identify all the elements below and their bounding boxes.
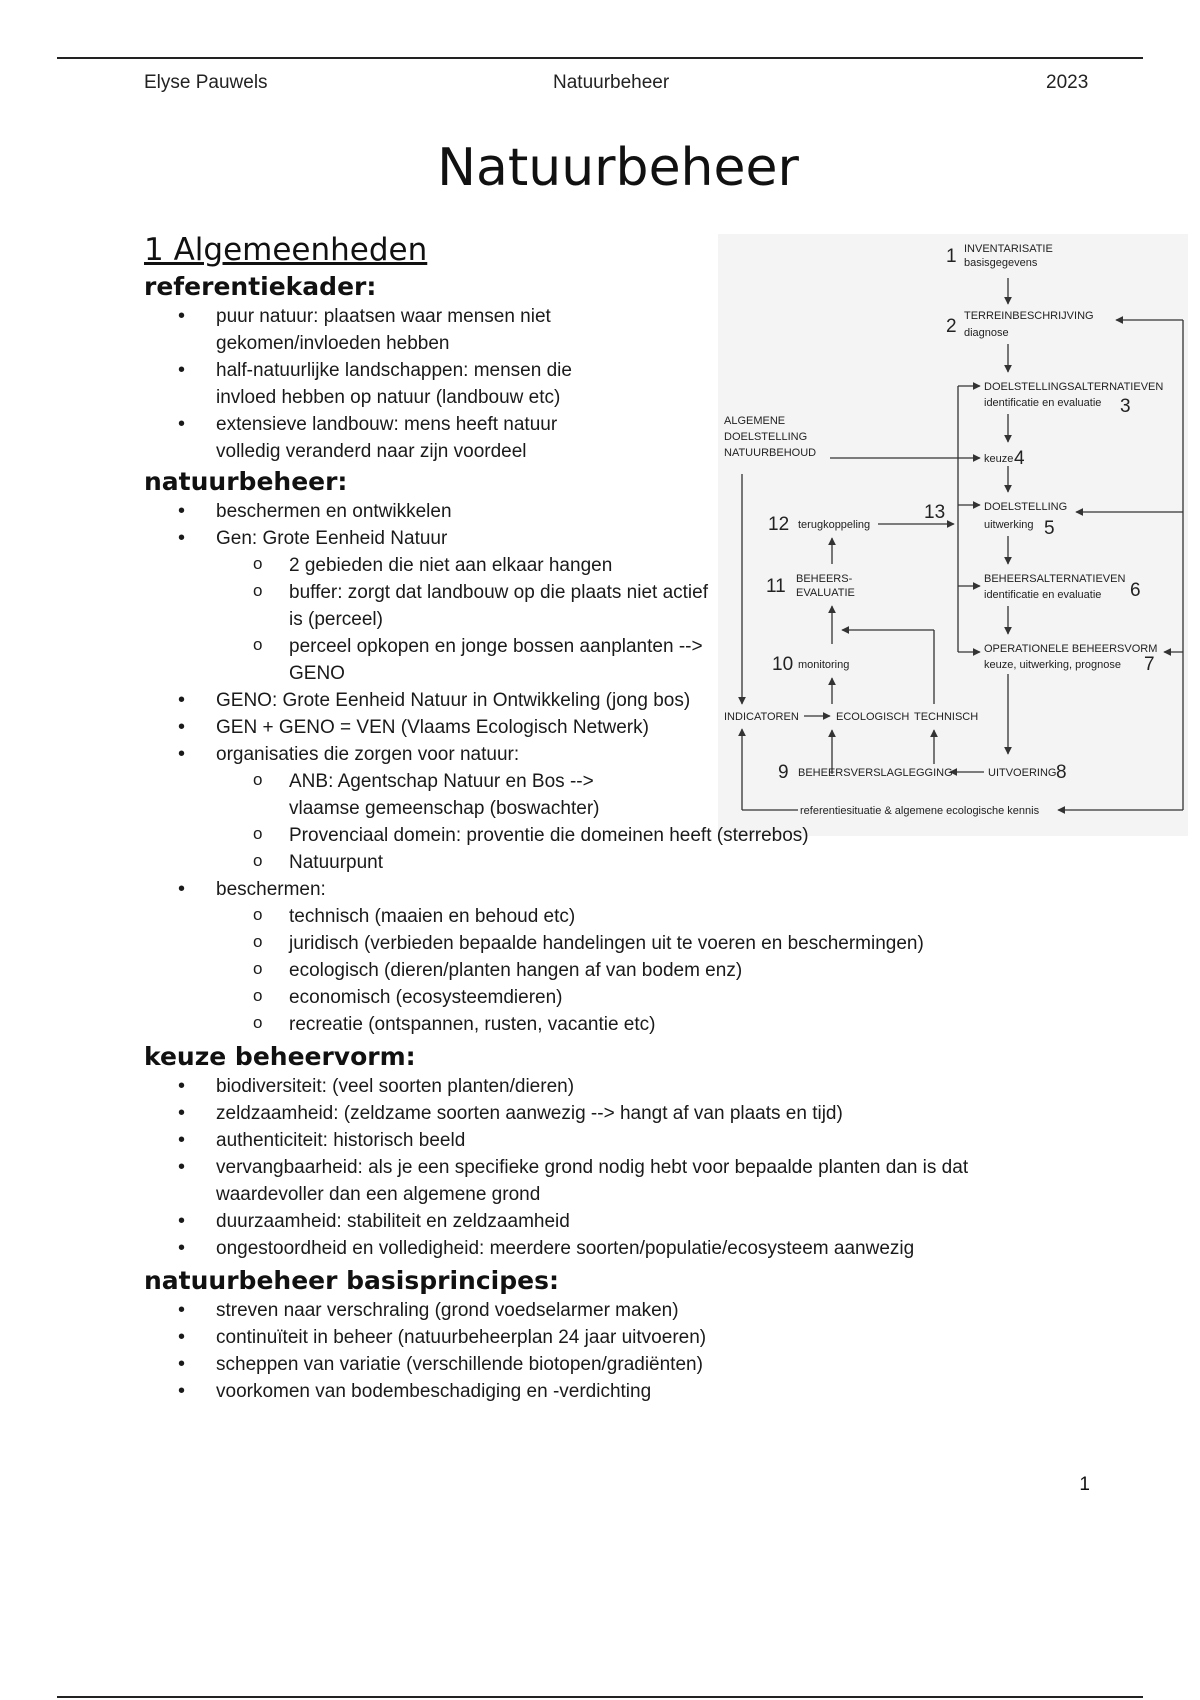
sub-list-item: o Natuurpunt [217,849,944,876]
keuze-list [144,1073,1044,1262]
sub-list-item: o perceel opkopen en jonge bossen aanplanten --> GENO [217,633,710,687]
svg-text:TERREINBESCHRIJVING: TERREINBESCHRIJVING [964,310,1094,322]
svg-text:BEHEERSALTERNATIEVEN: BEHEERSALTERNATIEVEN [984,573,1126,585]
list-item: • duurzaamheid: stabiliteit en zeldzaamheid [144,1208,1044,1235]
svg-text:DOELSTELLING: DOELSTELLING [984,501,1068,513]
svg-text:TECHNISCH: TECHNISCH [914,711,979,723]
svg-text:13: 13 [924,502,946,523]
sub-list-item: o ANB: Agentschap Natuur en Bos --> vlaamse gemeenschap (boswachter) [217,768,629,822]
list-item [144,741,809,876]
svg-text:11: 11 [766,576,786,597]
header-year: 2023 [1046,72,1089,93]
svg-text:referentiesituatie & algemene: referentiesituatie & algemene ecologische kennis [800,805,1040,817]
svg-text:diagnose: diagnose [964,327,1009,339]
svg-text:8: 8 [1056,762,1067,783]
svg-text:OPERATIONELE BEHEERSVORM: OPERATIONELE BEHEERSVORM [984,643,1158,655]
svg-text:6: 6 [1130,580,1141,601]
list-item-text: Gen: Grote Eenheid Natuur [216,528,448,549]
svg-text:UITVOERING: UITVOERING [988,767,1057,779]
svg-text:5: 5 [1044,518,1055,539]
keuze-heading: keuze beheervorm: [144,1042,416,1071]
sub-list-item: o economisch (ecosysteemdieren) [217,984,1044,1011]
document-body [144,230,1084,1405]
svg-text:ECOLOGISCH: ECOLOGISCH [836,711,910,723]
sub-list-item: o technisch (maaien en behoud etc) [217,903,1044,930]
list-item: • extensieve landbouw: mens heeft natuur volledig veranderd naar zijn voordeel [144,411,624,465]
list-item: • vervangbaarheid: als je een specifieke grond nodig hebt voor bepaalde planten dan is dat waardevoller dan een algemene grond [144,1154,1044,1208]
svg-text:INVENTARISATIE: INVENTARISATIE [964,243,1053,255]
svg-text:9: 9 [778,762,789,783]
header-author: Elyse Pauwels [144,72,268,93]
svg-text:terugkoppeling: terugkoppeling [798,519,871,531]
svg-text:INDICATOREN: INDICATOREN [724,711,799,723]
gen-sublist [144,552,710,687]
list-item-text: beschermen: [216,879,326,900]
svg-text:ALGEMENE: ALGEMENE [724,415,786,427]
beschermen-sublist [144,903,1044,1038]
svg-text:10: 10 [772,654,794,675]
sub-list-item: o recreatie (ontspannen, rusten, vacantie etc) [217,1011,1044,1038]
svg-text:BEHEERS-: BEHEERS- [796,573,853,585]
svg-text:NATUURBEHOUD: NATUURBEHOUD [724,447,817,459]
svg-text:identificatie en evaluatie: identificatie en evaluatie [984,397,1102,409]
sub-list-item: o buffer: zorgt dat landbouw op die plaats niet actief is (perceel) [217,579,710,633]
svg-text:identificatie en evaluatie: identificatie en evaluatie [984,589,1102,601]
header-subject: Natuurbeheer [553,72,670,93]
svg-text:DOELSTELLING: DOELSTELLING [724,431,808,443]
svg-text:keuze, uitwerking, prognose: keuze, uitwerking, prognose [984,659,1121,671]
list-item: • half-natuurlijke landschappen: mensen die invloed hebben op natuur (landbouw etc) [144,357,624,411]
list-item: • puur natuur: plaatsen waar mensen niet gekomen/invloeden hebben [144,303,624,357]
list-item [144,876,924,1038]
referentiekader-heading: referentiekader: [144,272,377,301]
document-title: Natuurbeheer [437,138,799,198]
svg-text:keuze: keuze [984,453,1014,465]
svg-text:uitwerking: uitwerking [984,519,1034,531]
sub-list-item: o ecologisch (dieren/planten hangen af van bodem enz) [217,957,1044,984]
sub-list-item: o juridisch (verbieden bepaalde handelingen uit te voeren en beschermingen) [217,930,1044,957]
svg-text:DOELSTELLINGSALTERNATIEVEN: DOELSTELLINGSALTERNATIEVEN [984,381,1164,393]
list-item: • authenticiteit: historisch beeld [144,1127,1044,1154]
list-item: • beschermen en ontwikkelen [144,498,710,525]
list-item: • continuïteit in beheer (natuurbeheerplan 24 jaar uitvoeren) [144,1324,1044,1351]
page-number: 1 [1079,1474,1090,1495]
svg-text:2: 2 [946,316,957,337]
referentiekader-list [144,303,624,465]
section-heading: 1 Algemeenheden [144,232,428,268]
svg-text:12: 12 [768,514,790,535]
header-rule [57,57,1143,59]
svg-text:1: 1 [946,246,957,267]
list-item: • scheppen van variatie (verschillende biotopen/gradiënten) [144,1351,1044,1378]
svg-text:EVALUATIE: EVALUATIE [796,587,855,599]
list-item: • zeldzaamheid: (zeldzame soorten aanwezig --> hangt af van plaats en tijd) [144,1100,1044,1127]
list-item: • biodiversiteit: (veel soorten planten/dieren) [144,1073,1044,1100]
list-item: • GENO: Grote Eenheid Natuur in Ontwikkeling (jong bos) [144,687,710,714]
basisprincipes-heading: natuurbeheer basisprincipes: [144,1266,559,1295]
basisprincipes-list [144,1297,1044,1405]
list-item-text: organisaties die zorgen voor natuur: [216,744,520,765]
footer-rule [57,1696,1143,1698]
svg-text:BEHEERSVERSLAGLEGGING: BEHEERSVERSLAGLEGGING [798,767,953,779]
svg-text:7: 7 [1144,654,1155,675]
list-item: • ongestoordheid en volledigheid: meerdere soorten/populatie/ecosysteem aanwezig [144,1235,1044,1262]
list-item: • GEN + GENO = VEN (Vlaams Ecologisch Netwerk) [144,714,710,741]
sub-list-item: o Provenciaal domein: proventie die domeinen heeft (sterrebos) [217,822,944,849]
svg-text:monitoring: monitoring [798,659,850,671]
org-sublist [144,768,944,876]
list-item [144,525,710,687]
sub-list-item: o 2 gebieden die niet aan elkaar hangen [217,552,710,579]
svg-text:3: 3 [1120,396,1131,417]
list-item: • streven naar verschraling (grond voedselarmer maken) [144,1297,1044,1324]
natuurbeheer-heading: natuurbeheer: [144,467,348,496]
list-item: • voorkomen van bodembeschadiging en -verdichting [144,1378,1044,1405]
svg-text:4: 4 [1014,448,1025,469]
svg-text:basisgegevens: basisgegevens [964,257,1038,269]
